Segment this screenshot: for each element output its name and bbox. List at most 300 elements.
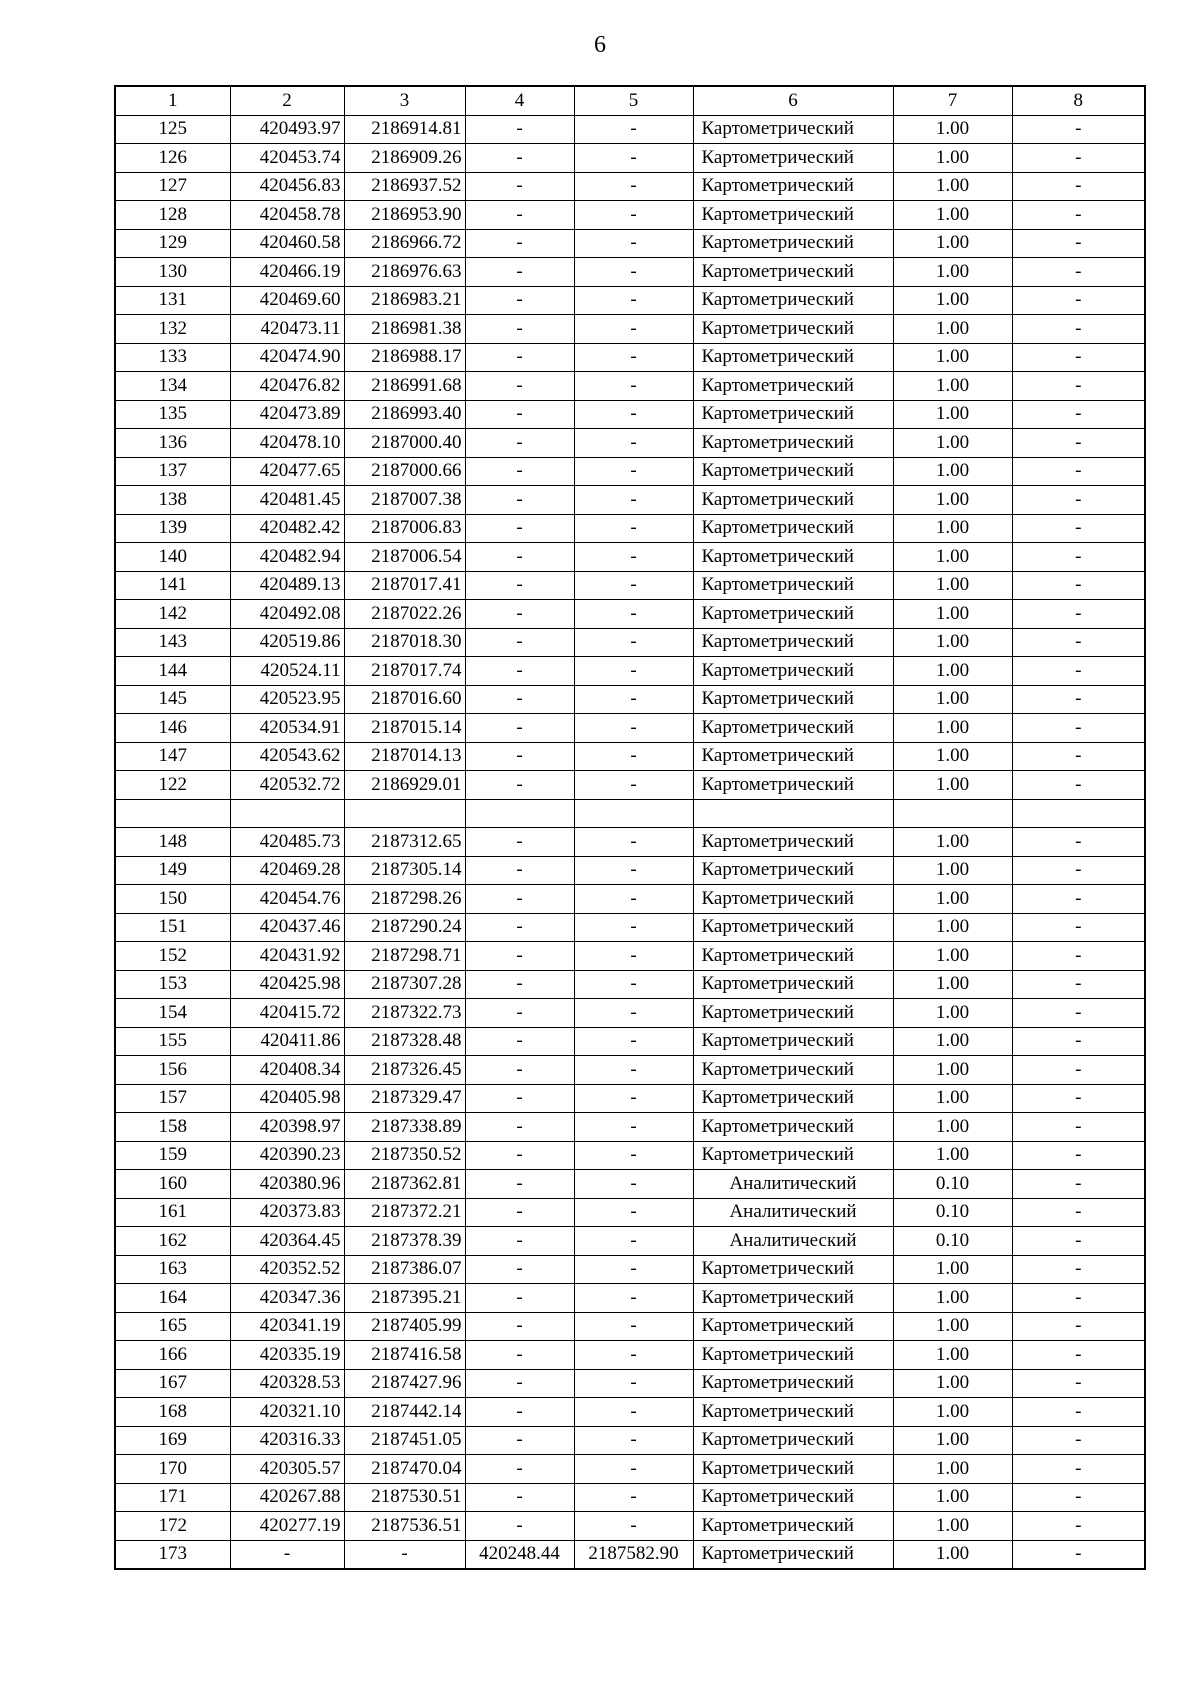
description-cell: - — [1012, 258, 1145, 287]
point-number-cell: 160 — [115, 1170, 230, 1199]
table-row — [115, 1312, 1145, 1341]
table-row — [115, 1027, 1145, 1056]
x-new-cell: 420248.44 — [465, 1540, 574, 1569]
y-coordinate-cell: 2187451.05 — [344, 1426, 465, 1455]
x-new-cell: - — [465, 1027, 574, 1056]
description-cell: - — [1012, 628, 1145, 657]
column-header: 1 — [115, 86, 230, 115]
x-coordinate-cell: 420453.74 — [230, 144, 344, 173]
x-coordinate-cell: 420437.46 — [230, 913, 344, 942]
x-new-cell: - — [465, 115, 574, 144]
description-cell: - — [1012, 1170, 1145, 1199]
x-coordinate-cell: 420352.52 — [230, 1255, 344, 1284]
accuracy-cell: 1.00 — [893, 1512, 1012, 1541]
method-cell: Картометрический — [693, 372, 893, 401]
x-new-cell: - — [465, 1170, 574, 1199]
method-cell: Аналитический — [693, 1170, 893, 1199]
table-row — [115, 258, 1145, 287]
table-row — [115, 600, 1145, 629]
x-new-cell: - — [465, 685, 574, 714]
y-new-cell: - — [574, 543, 693, 572]
x-coordinate-cell: 420473.11 — [230, 315, 344, 344]
method-cell: Картометрический — [693, 1284, 893, 1313]
point-number-cell: 147 — [115, 742, 230, 771]
x-coordinate-cell: 420411.86 — [230, 1027, 344, 1056]
accuracy-cell: 1.00 — [893, 457, 1012, 486]
x-new-cell: - — [465, 913, 574, 942]
x-new-cell: - — [465, 486, 574, 515]
y-new-cell: - — [574, 571, 693, 600]
method-cell: Картометрический — [693, 571, 893, 600]
y-coordinate-cell: 2187305.14 — [344, 856, 465, 885]
y-new-cell: - — [574, 286, 693, 315]
point-number-cell: 126 — [115, 144, 230, 173]
point-number-cell: 155 — [115, 1027, 230, 1056]
accuracy-cell: 1.00 — [893, 1255, 1012, 1284]
x-coordinate-cell: 420532.72 — [230, 771, 344, 800]
y-new-cell: - — [574, 1227, 693, 1256]
x-coordinate-cell: 420316.33 — [230, 1426, 344, 1455]
y-coordinate-cell: 2187290.24 — [344, 913, 465, 942]
method-cell: Аналитический — [693, 1227, 893, 1256]
accuracy-cell: 1.00 — [893, 571, 1012, 600]
y-coordinate-cell: 2187307.28 — [344, 970, 465, 999]
x-coordinate-cell: 420454.76 — [230, 885, 344, 914]
x-new-cell: - — [465, 856, 574, 885]
y-new-cell: - — [574, 1198, 693, 1227]
method-cell: Картометрический — [693, 258, 893, 287]
y-coordinate-cell: 2187015.14 — [344, 714, 465, 743]
x-new-cell: - — [465, 600, 574, 629]
accuracy-cell: 1.00 — [893, 1540, 1012, 1569]
method-cell: Картометрический — [693, 742, 893, 771]
x-new-cell: - — [465, 144, 574, 173]
y-new-cell: - — [574, 201, 693, 230]
y-coordinate-cell: 2187322.73 — [344, 999, 465, 1028]
point-number-cell: 131 — [115, 286, 230, 315]
x-new-cell: - — [465, 1312, 574, 1341]
column-header: 8 — [1012, 86, 1145, 115]
x-new-cell: - — [465, 343, 574, 372]
x-coordinate-cell: 420341.19 — [230, 1312, 344, 1341]
y-new-cell: - — [574, 742, 693, 771]
y-new-cell: - — [574, 1341, 693, 1370]
method-cell: Картометрический — [693, 1483, 893, 1512]
method-cell: Картометрический — [693, 229, 893, 258]
description-cell: - — [1012, 714, 1145, 743]
accuracy-cell: 1.00 — [893, 771, 1012, 800]
method-cell: Картометрический — [693, 144, 893, 173]
point-number-cell: 169 — [115, 1426, 230, 1455]
accuracy-cell: 1.00 — [893, 628, 1012, 657]
method-cell: Картометрический — [693, 429, 893, 458]
method-cell: Картометрический — [693, 1426, 893, 1455]
accuracy-cell: 1.00 — [893, 999, 1012, 1028]
coordinates-table — [114, 85, 1146, 1570]
y-coordinate-cell: 2187536.51 — [344, 1512, 465, 1541]
accuracy-cell: 1.00 — [893, 286, 1012, 315]
description-cell: - — [1012, 144, 1145, 173]
y-coordinate-cell: 2186966.72 — [344, 229, 465, 258]
accuracy-cell: 1.00 — [893, 942, 1012, 971]
y-new-cell: - — [574, 144, 693, 173]
table-body — [115, 115, 1145, 1569]
y-new-cell: - — [574, 457, 693, 486]
accuracy-cell: 1.00 — [893, 1312, 1012, 1341]
accuracy-cell: 1.00 — [893, 1426, 1012, 1455]
description-cell: - — [1012, 1227, 1145, 1256]
accuracy-cell: 1.00 — [893, 115, 1012, 144]
point-number-cell: 148 — [115, 828, 230, 857]
table-row — [115, 286, 1145, 315]
y-coordinate-cell: 2186909.26 — [344, 144, 465, 173]
y-new-cell: - — [574, 913, 693, 942]
table-row — [115, 942, 1145, 971]
y-coordinate-cell: 2187326.45 — [344, 1056, 465, 1085]
method-cell — [693, 799, 893, 828]
x-new-cell: - — [465, 201, 574, 230]
accuracy-cell: 1.00 — [893, 1056, 1012, 1085]
x-new-cell: - — [465, 885, 574, 914]
table-row — [115, 799, 1145, 828]
point-number-cell: 135 — [115, 400, 230, 429]
method-cell: Картометрический — [693, 856, 893, 885]
column-header: 3 — [344, 86, 465, 115]
page-number: 6 — [594, 32, 606, 58]
method-cell: Картометрический — [693, 1084, 893, 1113]
point-number-cell: 152 — [115, 942, 230, 971]
method-cell: Картометрический — [693, 657, 893, 686]
method-cell: Картометрический — [693, 1369, 893, 1398]
y-coordinate-cell: 2187329.47 — [344, 1084, 465, 1113]
method-cell: Картометрический — [693, 486, 893, 515]
table-row — [115, 115, 1145, 144]
description-cell: - — [1012, 1369, 1145, 1398]
method-cell: Картометрический — [693, 885, 893, 914]
y-new-cell: - — [574, 1056, 693, 1085]
x-new-cell: - — [465, 315, 574, 344]
y-coordinate-cell: 2186981.38 — [344, 315, 465, 344]
accuracy-cell: 1.00 — [893, 1113, 1012, 1142]
y-new-cell: - — [574, 1426, 693, 1455]
x-new-cell: - — [465, 1198, 574, 1227]
y-new-cell: - — [574, 1455, 693, 1484]
point-number-cell: 143 — [115, 628, 230, 657]
description-cell: - — [1012, 1455, 1145, 1484]
x-new-cell: - — [465, 1398, 574, 1427]
x-coordinate-cell: 420305.57 — [230, 1455, 344, 1484]
table-row — [115, 685, 1145, 714]
y-new-cell: 2187582.90 — [574, 1540, 693, 1569]
point-number-cell: 142 — [115, 600, 230, 629]
x-new-cell — [465, 799, 574, 828]
x-coordinate-cell: 420543.62 — [230, 742, 344, 771]
accuracy-cell: 1.00 — [893, 970, 1012, 999]
point-number-cell: 138 — [115, 486, 230, 515]
x-new-cell: - — [465, 1113, 574, 1142]
point-number-cell: 161 — [115, 1198, 230, 1227]
table-row — [115, 372, 1145, 401]
point-number-cell: 146 — [115, 714, 230, 743]
table-row — [115, 657, 1145, 686]
x-new-cell: - — [465, 400, 574, 429]
accuracy-cell: 1.00 — [893, 372, 1012, 401]
method-cell: Картометрический — [693, 1455, 893, 1484]
table-row — [115, 771, 1145, 800]
x-coordinate-cell: 420456.83 — [230, 172, 344, 201]
accuracy-cell: 1.00 — [893, 1284, 1012, 1313]
point-number-cell: 133 — [115, 343, 230, 372]
accuracy-cell — [893, 799, 1012, 828]
accuracy-cell: 1.00 — [893, 1141, 1012, 1170]
description-cell: - — [1012, 828, 1145, 857]
x-coordinate-cell: 420478.10 — [230, 429, 344, 458]
table-row — [115, 343, 1145, 372]
x-coordinate-cell: 420267.88 — [230, 1483, 344, 1512]
accuracy-cell: 1.00 — [893, 400, 1012, 429]
accuracy-cell: 1.00 — [893, 258, 1012, 287]
y-new-cell: - — [574, 600, 693, 629]
method-cell: Картометрический — [693, 115, 893, 144]
y-new-cell: - — [574, 1255, 693, 1284]
y-new-cell: - — [574, 1398, 693, 1427]
description-cell: - — [1012, 1141, 1145, 1170]
x-coordinate-cell — [230, 799, 344, 828]
point-number-cell: 127 — [115, 172, 230, 201]
x-new-cell: - — [465, 258, 574, 287]
description-cell: - — [1012, 856, 1145, 885]
point-number-cell: 163 — [115, 1255, 230, 1284]
y-new-cell: - — [574, 229, 693, 258]
description-cell: - — [1012, 1113, 1145, 1142]
method-cell: Картометрический — [693, 600, 893, 629]
point-number-cell: 168 — [115, 1398, 230, 1427]
method-cell: Картометрический — [693, 685, 893, 714]
x-new-cell: - — [465, 1056, 574, 1085]
x-coordinate-cell: 420519.86 — [230, 628, 344, 657]
y-coordinate-cell: 2187372.21 — [344, 1198, 465, 1227]
y-coordinate-cell: 2187530.51 — [344, 1483, 465, 1512]
description-cell: - — [1012, 172, 1145, 201]
x-coordinate-cell: 420482.94 — [230, 543, 344, 572]
y-coordinate-cell: 2187006.83 — [344, 514, 465, 543]
point-number-cell: 167 — [115, 1369, 230, 1398]
accuracy-cell: 1.00 — [893, 714, 1012, 743]
table-row — [115, 856, 1145, 885]
point-number-cell: 156 — [115, 1056, 230, 1085]
table-row — [115, 714, 1145, 743]
table-row — [115, 543, 1145, 572]
description-cell: - — [1012, 742, 1145, 771]
x-new-cell: - — [465, 742, 574, 771]
description-cell: - — [1012, 486, 1145, 515]
table-row — [115, 1284, 1145, 1313]
x-new-cell: - — [465, 1369, 574, 1398]
y-new-cell: - — [574, 172, 693, 201]
accuracy-cell: 1.00 — [893, 1084, 1012, 1113]
y-new-cell: - — [574, 1369, 693, 1398]
y-coordinate-cell: 2187442.14 — [344, 1398, 465, 1427]
table-row — [115, 1227, 1145, 1256]
x-new-cell: - — [465, 970, 574, 999]
x-coordinate-cell: 420534.91 — [230, 714, 344, 743]
x-new-cell: - — [465, 1084, 574, 1113]
table-row — [115, 1398, 1145, 1427]
method-cell: Картометрический — [693, 913, 893, 942]
x-coordinate-cell: 420460.58 — [230, 229, 344, 258]
x-coordinate-cell: 420408.34 — [230, 1056, 344, 1085]
table-row — [115, 429, 1145, 458]
x-new-cell: - — [465, 1141, 574, 1170]
x-coordinate-cell: 420485.73 — [230, 828, 344, 857]
description-cell: - — [1012, 1284, 1145, 1313]
x-coordinate-cell: 420524.11 — [230, 657, 344, 686]
x-new-cell: - — [465, 514, 574, 543]
description-cell: - — [1012, 201, 1145, 230]
x-coordinate-cell: 420477.65 — [230, 457, 344, 486]
y-new-cell: - — [574, 514, 693, 543]
method-cell: Картометрический — [693, 1141, 893, 1170]
x-new-cell: - — [465, 543, 574, 572]
table-row — [115, 1255, 1145, 1284]
y-new-cell: - — [574, 856, 693, 885]
point-number-cell: 128 — [115, 201, 230, 230]
point-number-cell: 136 — [115, 429, 230, 458]
description-cell: - — [1012, 343, 1145, 372]
method-cell: Картометрический — [693, 999, 893, 1028]
table-row — [115, 1113, 1145, 1142]
description-cell: - — [1012, 429, 1145, 458]
y-coordinate-cell: 2186914.81 — [344, 115, 465, 144]
y-new-cell: - — [574, 1141, 693, 1170]
description-cell: - — [1012, 885, 1145, 914]
x-new-cell: - — [465, 1227, 574, 1256]
accuracy-cell: 1.00 — [893, 657, 1012, 686]
table-row — [115, 1170, 1145, 1199]
description-cell: - — [1012, 942, 1145, 971]
y-coordinate-cell: 2187298.26 — [344, 885, 465, 914]
y-coordinate-cell: 2186929.01 — [344, 771, 465, 800]
table-row — [115, 1141, 1145, 1170]
y-new-cell: - — [574, 1170, 693, 1199]
table-row — [115, 1369, 1145, 1398]
y-coordinate-cell: 2187328.48 — [344, 1027, 465, 1056]
x-new-cell: - — [465, 286, 574, 315]
x-new-cell: - — [465, 229, 574, 258]
point-number-cell: 130 — [115, 258, 230, 287]
y-coordinate-cell: 2187470.04 — [344, 1455, 465, 1484]
method-cell: Картометрический — [693, 1027, 893, 1056]
description-cell: - — [1012, 286, 1145, 315]
y-new-cell: - — [574, 942, 693, 971]
table-row — [115, 1341, 1145, 1370]
method-cell: Картометрический — [693, 1540, 893, 1569]
accuracy-cell: 1.00 — [893, 828, 1012, 857]
description-cell: - — [1012, 999, 1145, 1028]
x-new-cell: - — [465, 172, 574, 201]
method-cell: Картометрический — [693, 1255, 893, 1284]
table-row — [115, 1056, 1145, 1085]
accuracy-cell: 1.00 — [893, 201, 1012, 230]
y-coordinate-cell: 2187338.89 — [344, 1113, 465, 1142]
table-row — [115, 1198, 1145, 1227]
method-cell: Картометрический — [693, 771, 893, 800]
x-coordinate-cell: 420373.83 — [230, 1198, 344, 1227]
x-coordinate-cell: 420489.13 — [230, 571, 344, 600]
x-new-cell: - — [465, 1483, 574, 1512]
method-cell: Картометрический — [693, 628, 893, 657]
accuracy-cell: 0.10 — [893, 1170, 1012, 1199]
point-number-cell: 144 — [115, 657, 230, 686]
method-cell: Картометрический — [693, 172, 893, 201]
y-coordinate-cell: 2187416.58 — [344, 1341, 465, 1370]
method-cell: Картометрический — [693, 942, 893, 971]
y-coordinate-cell: - — [344, 1540, 465, 1569]
description-cell: - — [1012, 771, 1145, 800]
x-new-cell: - — [465, 372, 574, 401]
point-number-cell: 125 — [115, 115, 230, 144]
table-row — [115, 1084, 1145, 1113]
description-cell: - — [1012, 657, 1145, 686]
x-coordinate-cell: 420398.97 — [230, 1113, 344, 1142]
y-new-cell: - — [574, 771, 693, 800]
column-header: 5 — [574, 86, 693, 115]
y-coordinate-cell: 2186976.63 — [344, 258, 465, 287]
x-coordinate-cell: 420493.97 — [230, 115, 344, 144]
table-row — [115, 885, 1145, 914]
y-coordinate-cell: 2186937.52 — [344, 172, 465, 201]
accuracy-cell: 1.00 — [893, 742, 1012, 771]
table-row — [115, 1512, 1145, 1541]
x-new-cell: - — [465, 1255, 574, 1284]
table-row — [115, 571, 1145, 600]
table-row — [115, 1426, 1145, 1455]
accuracy-cell: 1.00 — [893, 1341, 1012, 1370]
x-new-cell: - — [465, 942, 574, 971]
y-coordinate-cell: 2187405.99 — [344, 1312, 465, 1341]
table-row — [115, 970, 1145, 999]
y-coordinate-cell: 2187362.81 — [344, 1170, 465, 1199]
y-coordinate-cell: 2186983.21 — [344, 286, 465, 315]
x-new-cell: - — [465, 1512, 574, 1541]
x-new-cell: - — [465, 429, 574, 458]
x-coordinate-cell: 420476.82 — [230, 372, 344, 401]
description-cell: - — [1012, 372, 1145, 401]
x-new-cell: - — [465, 1341, 574, 1370]
x-coordinate-cell: 420458.78 — [230, 201, 344, 230]
accuracy-cell: 0.10 — [893, 1198, 1012, 1227]
point-number-cell: 154 — [115, 999, 230, 1028]
accuracy-cell: 1.00 — [893, 1483, 1012, 1512]
point-number-cell: 164 — [115, 1284, 230, 1313]
point-number-cell: 149 — [115, 856, 230, 885]
column-header: 7 — [893, 86, 1012, 115]
description-cell: - — [1012, 1255, 1145, 1284]
column-header: 6 — [693, 86, 893, 115]
x-new-cell: - — [465, 771, 574, 800]
x-coordinate-cell: 420405.98 — [230, 1084, 344, 1113]
x-new-cell: - — [465, 1455, 574, 1484]
y-coordinate-cell: 2187014.13 — [344, 742, 465, 771]
y-new-cell: - — [574, 1027, 693, 1056]
x-new-cell: - — [465, 457, 574, 486]
point-number-cell: 129 — [115, 229, 230, 258]
y-coordinate-cell: 2187378.39 — [344, 1227, 465, 1256]
y-new-cell: - — [574, 372, 693, 401]
y-new-cell: - — [574, 1512, 693, 1541]
x-new-cell: - — [465, 714, 574, 743]
x-coordinate-cell: 420523.95 — [230, 685, 344, 714]
